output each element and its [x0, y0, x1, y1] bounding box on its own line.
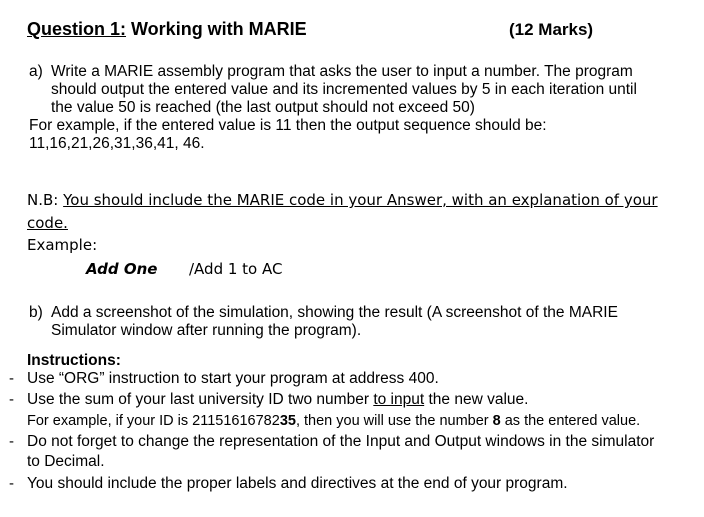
part-a-line-1: Write a MARIE assembly program that asks the user to input a number. The program — [51, 63, 633, 80]
example-bold-number: 8 — [492, 413, 501, 429]
example-text-mid: , then you will use the number — [295, 413, 493, 429]
nb-prefix: N.B: — [27, 191, 64, 209]
instruction-item-2 — [27, 391, 528, 409]
code-instruction: Add One — [86, 260, 158, 278]
nb-underlined-2: code. — [27, 214, 68, 232]
example-label: Example: — [27, 236, 98, 254]
question-title — [27, 19, 307, 40]
part-b-label: b) — [29, 304, 43, 321]
question-marks: (12 Marks) — [509, 20, 594, 39]
part-a-example-line-1: For example, if the entered value is 11 then the output sequence should be: — [29, 117, 547, 134]
bullet-dash: - — [9, 433, 14, 450]
instruction-item-2-text: Use the sum of your last university ID two number — [27, 391, 374, 408]
part-b-line-2: Simulator window after running the program). — [51, 322, 362, 339]
part-a-label: a) — [29, 63, 43, 80]
example-text-post: as the entered value. — [500, 413, 641, 429]
bullet-dash: - — [9, 475, 14, 492]
part-b-line-1: Add a screenshot of the simulation, showing the result (A screenshot of the MARIE — [51, 304, 618, 321]
instruction-item-2-underlined: to input — [373, 391, 425, 408]
part-a-line-3: the value 50 is reached (the last output should not exceed 50) — [51, 99, 475, 116]
part-a-line-2: should output the entered value and its incremented values by 5 in each iteration until — [51, 81, 637, 98]
instructions-heading: Instructions: — [27, 352, 121, 369]
instruction-item-3-line-2: to Decimal. — [27, 453, 105, 470]
example-bold-digits: 35 — [279, 413, 296, 429]
code-comment: /Add 1 to AC — [189, 260, 283, 278]
instruction-item-2-end: the new value. — [424, 391, 529, 408]
question-title-text: Working with MARIE — [126, 19, 307, 39]
question-number: Question 1: — [27, 19, 127, 39]
nb-underlined-1: You should include the MARIE code in your Answer, with an explanation of your — [63, 191, 658, 209]
part-a-example-line-2: 11,16,21,26,31,36,41, 46. — [29, 135, 205, 152]
instruction-item-1: Use “ORG” instruction to start your program at address 400. — [27, 370, 439, 387]
instruction-item-3-line-1: Do not forget to change the representation of the Input and Output windows in the simulator — [27, 433, 655, 450]
instruction-item-4: You should include the proper labels and directives at the end of your program. — [27, 475, 568, 492]
instruction-example — [27, 412, 640, 430]
nb-note — [27, 191, 658, 209]
bullet-dash: - — [9, 391, 14, 408]
bullet-dash: - — [9, 370, 14, 387]
example-text-pre: For example, if your ID is 21151616782 — [27, 413, 280, 429]
